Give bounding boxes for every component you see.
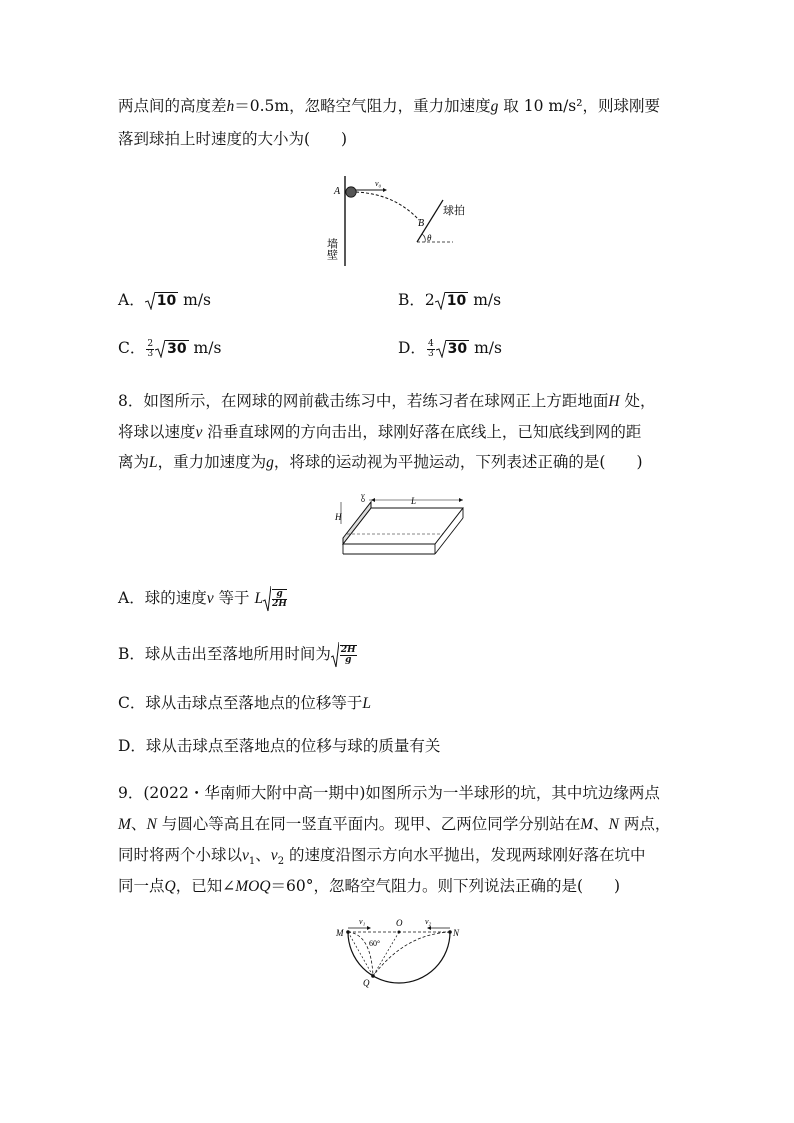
sqrt-icon: [435, 292, 445, 310]
option-label: C．: [118, 339, 146, 357]
court: [343, 508, 463, 544]
fraction: [146, 340, 154, 359]
label-O: O: [396, 918, 403, 928]
subscript: 1: [248, 856, 256, 868]
text: 、: [130, 815, 147, 833]
text: 沿垂直球网的方向击出，球刚好落在底线上，已知底线到网的距: [202, 423, 642, 441]
unit: m/s: [183, 291, 211, 309]
label-v0: v₀: [375, 179, 382, 188]
sqrt-icon: [145, 292, 155, 310]
q8-line-1: [118, 391, 656, 412]
fraction: [272, 589, 287, 609]
var-L: L: [362, 695, 371, 712]
var-v: v: [195, 424, 203, 441]
text: 两点，: [619, 815, 671, 833]
text: A．球的速度: [118, 589, 207, 607]
sqrt-icon: [436, 340, 446, 358]
var-N: N: [146, 816, 157, 833]
text: 等于: [213, 589, 255, 607]
numerator: g: [272, 590, 287, 600]
unit: m/s: [473, 291, 502, 309]
label-racket: 球拍: [443, 204, 465, 217]
label-H: H: [335, 512, 342, 522]
var-g: g: [490, 98, 499, 115]
q9-line-3: [118, 845, 646, 872]
text: 同时将两个小球以: [118, 846, 243, 864]
q8-option-d[interactable]: [118, 736, 440, 756]
radicand: 10: [446, 293, 467, 309]
var-h: h: [226, 98, 235, 115]
label-L: L: [411, 496, 417, 506]
sqrt-icon: [263, 586, 271, 612]
q9-line-4: [118, 876, 620, 897]
text: 、: [255, 846, 271, 864]
option-label: B．: [398, 291, 425, 309]
text: C．球从击球点至落地点的位移等于: [118, 694, 363, 712]
numerator: 2: [147, 338, 154, 349]
q8-line-2: [118, 422, 641, 443]
sqrt-icon: [331, 642, 339, 668]
text: 取 10 m/s²，则球刚要: [498, 97, 660, 115]
unit: m/s: [193, 339, 222, 357]
hemisphere-arc: [348, 932, 450, 983]
label-a: A: [334, 186, 341, 197]
var-v2: v: [270, 847, 278, 864]
text: 与圆心等高且在同一竖直平面内。现甲、乙两位同学分别站在: [156, 815, 581, 833]
subscript: 2: [277, 856, 285, 868]
q7-figure: [325, 172, 465, 268]
q7-line-2: 落到球拍上时速度的大小为( ): [118, 130, 348, 148]
radicand: 30: [447, 341, 468, 357]
q8-option-c[interactable]: [118, 693, 371, 714]
q9-line-1: 9．(2022・华南师大附中高一期中)如图所示为一半球形的坑，其中坑边缘两点: [118, 784, 660, 802]
option-label: A．: [118, 291, 145, 309]
var-N: N: [608, 816, 619, 833]
numerator: 4: [427, 338, 434, 349]
label-N: N: [453, 928, 460, 938]
label-b: B: [418, 218, 425, 229]
text: 处，: [619, 392, 656, 410]
text: ＝0.5m，忽略空气阻力，重力加速度: [234, 97, 491, 115]
label-M: M: [336, 928, 344, 938]
radicand: 30: [167, 341, 187, 357]
text: 、: [593, 815, 609, 833]
q8-option-b[interactable]: [118, 642, 358, 668]
trajectory: [356, 192, 419, 220]
label-angle: 60°: [369, 939, 381, 948]
q7-option-c[interactable]: [118, 338, 221, 359]
var-H: H: [608, 393, 620, 410]
q7-option-a[interactable]: [118, 290, 211, 310]
text: 的速度沿图示方向水平抛出，发现两球刚好落在坑中: [284, 846, 646, 864]
q9-line-2: [118, 814, 670, 835]
fraction: [427, 340, 435, 359]
net: [343, 502, 371, 544]
label-v1: v₁: [359, 917, 366, 926]
var-L: L: [149, 454, 158, 471]
text: 两点间的高度差: [118, 97, 227, 115]
label-wall: 墙壁: [325, 238, 339, 260]
fraction: [340, 645, 357, 665]
radicand: 10: [156, 293, 177, 309]
q7-option-b[interactable]: [398, 290, 501, 310]
denominator: 3: [147, 348, 154, 359]
option-label: D．: [398, 339, 426, 357]
var-M: M: [580, 816, 594, 833]
var-MOQ: MOQ: [235, 878, 271, 895]
text: D．球从击球点至落地点的位移与球的质量有关: [118, 737, 441, 755]
text: 将球以速度: [118, 423, 196, 441]
text: ，已知∠: [175, 877, 236, 895]
denominator: 3: [427, 348, 434, 359]
var-L: L: [254, 590, 264, 607]
denominator: g: [345, 655, 352, 665]
sqrt-icon: [155, 340, 165, 358]
q9-figure: [333, 914, 465, 990]
text: 同一点: [118, 877, 165, 895]
label-Q: Q: [363, 978, 370, 988]
var-v1: v: [242, 847, 249, 864]
text: 8．如图所示，在网球的网前截击练习中，若练习者在球网正上方距地面: [118, 392, 609, 410]
var-g: g: [266, 454, 274, 471]
coefficient: 2: [424, 291, 435, 309]
text: 离为: [118, 453, 150, 471]
text: ＝60°，忽略空气阻力。则下列说法正确的是( ): [270, 877, 621, 895]
unit: m/s: [474, 339, 502, 357]
text: ，将球的运动视为平抛运动，下列表述正确的是( ): [273, 453, 643, 471]
label-theta: θ: [427, 233, 432, 243]
var-M: M: [118, 816, 131, 833]
q8-figure: [333, 494, 465, 560]
label-v2: v₂: [425, 917, 432, 926]
denominator: 2H: [272, 599, 287, 609]
ball-icon: [346, 187, 356, 197]
var-Q: Q: [164, 878, 176, 895]
numerator: 2H: [340, 645, 356, 655]
q7-option-d[interactable]: [398, 338, 502, 359]
q7-line-1: [118, 96, 660, 117]
q8-option-a[interactable]: [118, 586, 288, 612]
label-v: v: [361, 494, 365, 500]
text: ，重力加速度为: [157, 453, 267, 471]
q8-line-3: [118, 452, 643, 473]
text: B．球从击出至落地所用时间为: [118, 645, 331, 663]
var-v: v: [206, 590, 214, 607]
